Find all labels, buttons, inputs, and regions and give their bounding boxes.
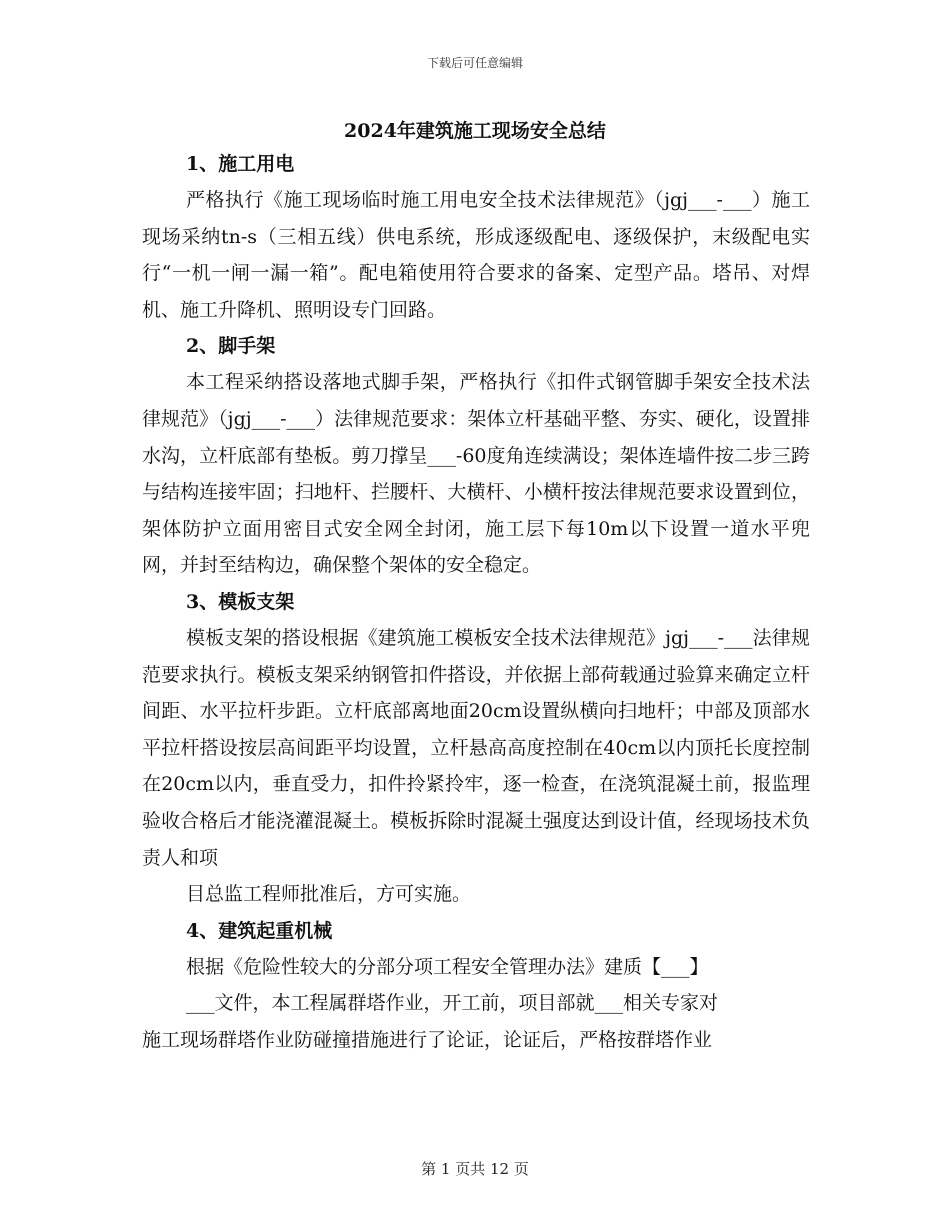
document-title: 2024年建筑施工现场安全总结: [344, 120, 606, 142]
section-text-cranes-line-1: 根据《危险性较大的分部分项工程安全管理办法》建质【___】: [186, 955, 709, 978]
section-text-cranes-line-3: 施工现场群塔作业防碰撞措施进行了论证，论证后，严格按群塔作业: [142, 1028, 713, 1051]
section-text-scaffold: 本工程采纳搭设落地式脚手架，严格执行《扣件式钢管脚手架安全技术法律规范》（jgj___-___）法律规范要求：架体立杆基础平整、夯实、硬化，设置排水沟，立杆底部有垫板。剪刀撑呈___-60度角连续满设；架体连墙件按二步三跨与结构连接牢固；扫地杆、拦腰杆、大横杆、小横杆按法律规范要求设置到位，架体防护立面用密目式安全网全封闭，施工层下每10m以下设置一道水平兜网，并封至结构边，确保整个架体的安全稳定。: [142, 371, 810, 577]
section-heading-electricity: 1、施工用电: [186, 153, 295, 175]
section-heading-formwork: 3、模板支架: [186, 590, 295, 613]
document-body: [142, 146, 810, 1058]
section-text-electricity: 严格执行《施工现场临时施工用电安全技术法律规范》（jgj___-___）施工现场采纳tn-s（三相五线）供电系统，形成逐级配电、逐级保护，末级配电实行“一机一闸一漏一箱”。配电箱使用符合要求的备案、定型产品。塔吊、对焊机、施工升降机、照明设专门回路。: [142, 189, 810, 321]
section-text-cranes-line-2: ___文件，本工程属群塔作业，开工前，项目部就___相关专家对: [186, 992, 719, 1015]
page-footer: 第 1 页共 12 页: [421, 1160, 529, 1178]
section-text-formwork-continued: 目总监工程师批准后，方可实施。: [186, 883, 472, 906]
section-heading-cranes: 4、建筑起重机械: [186, 919, 333, 942]
section-text-formwork: 模板支架的搭设根据《建筑施工模板安全技术法律规范》jgj___-___法律规范要求执行。模板支架采纳钢管扣件搭设，并依据上部荷载通过验算来确定立杆间距、水平拉杆步距。立杆底部离地面20cm设置纵横向扫地杆；中部及顶部水平拉杆搭设按层高间距平均设置，立杆悬高高度控制在40cm以内顶托长度控制在20cm以内，垂直受力，扣件拎紧拎牢，逐一检查，在浇筑混凝土前，报监理验收合格后才能浇灌混凝土。模板拆除时混凝土强度达到设计值，经现场技术负责人和项: [142, 626, 810, 869]
section-heading-scaffold: 2、脚手架: [186, 335, 276, 358]
header-note: 下载后可任意编辑: [426, 56, 523, 70]
